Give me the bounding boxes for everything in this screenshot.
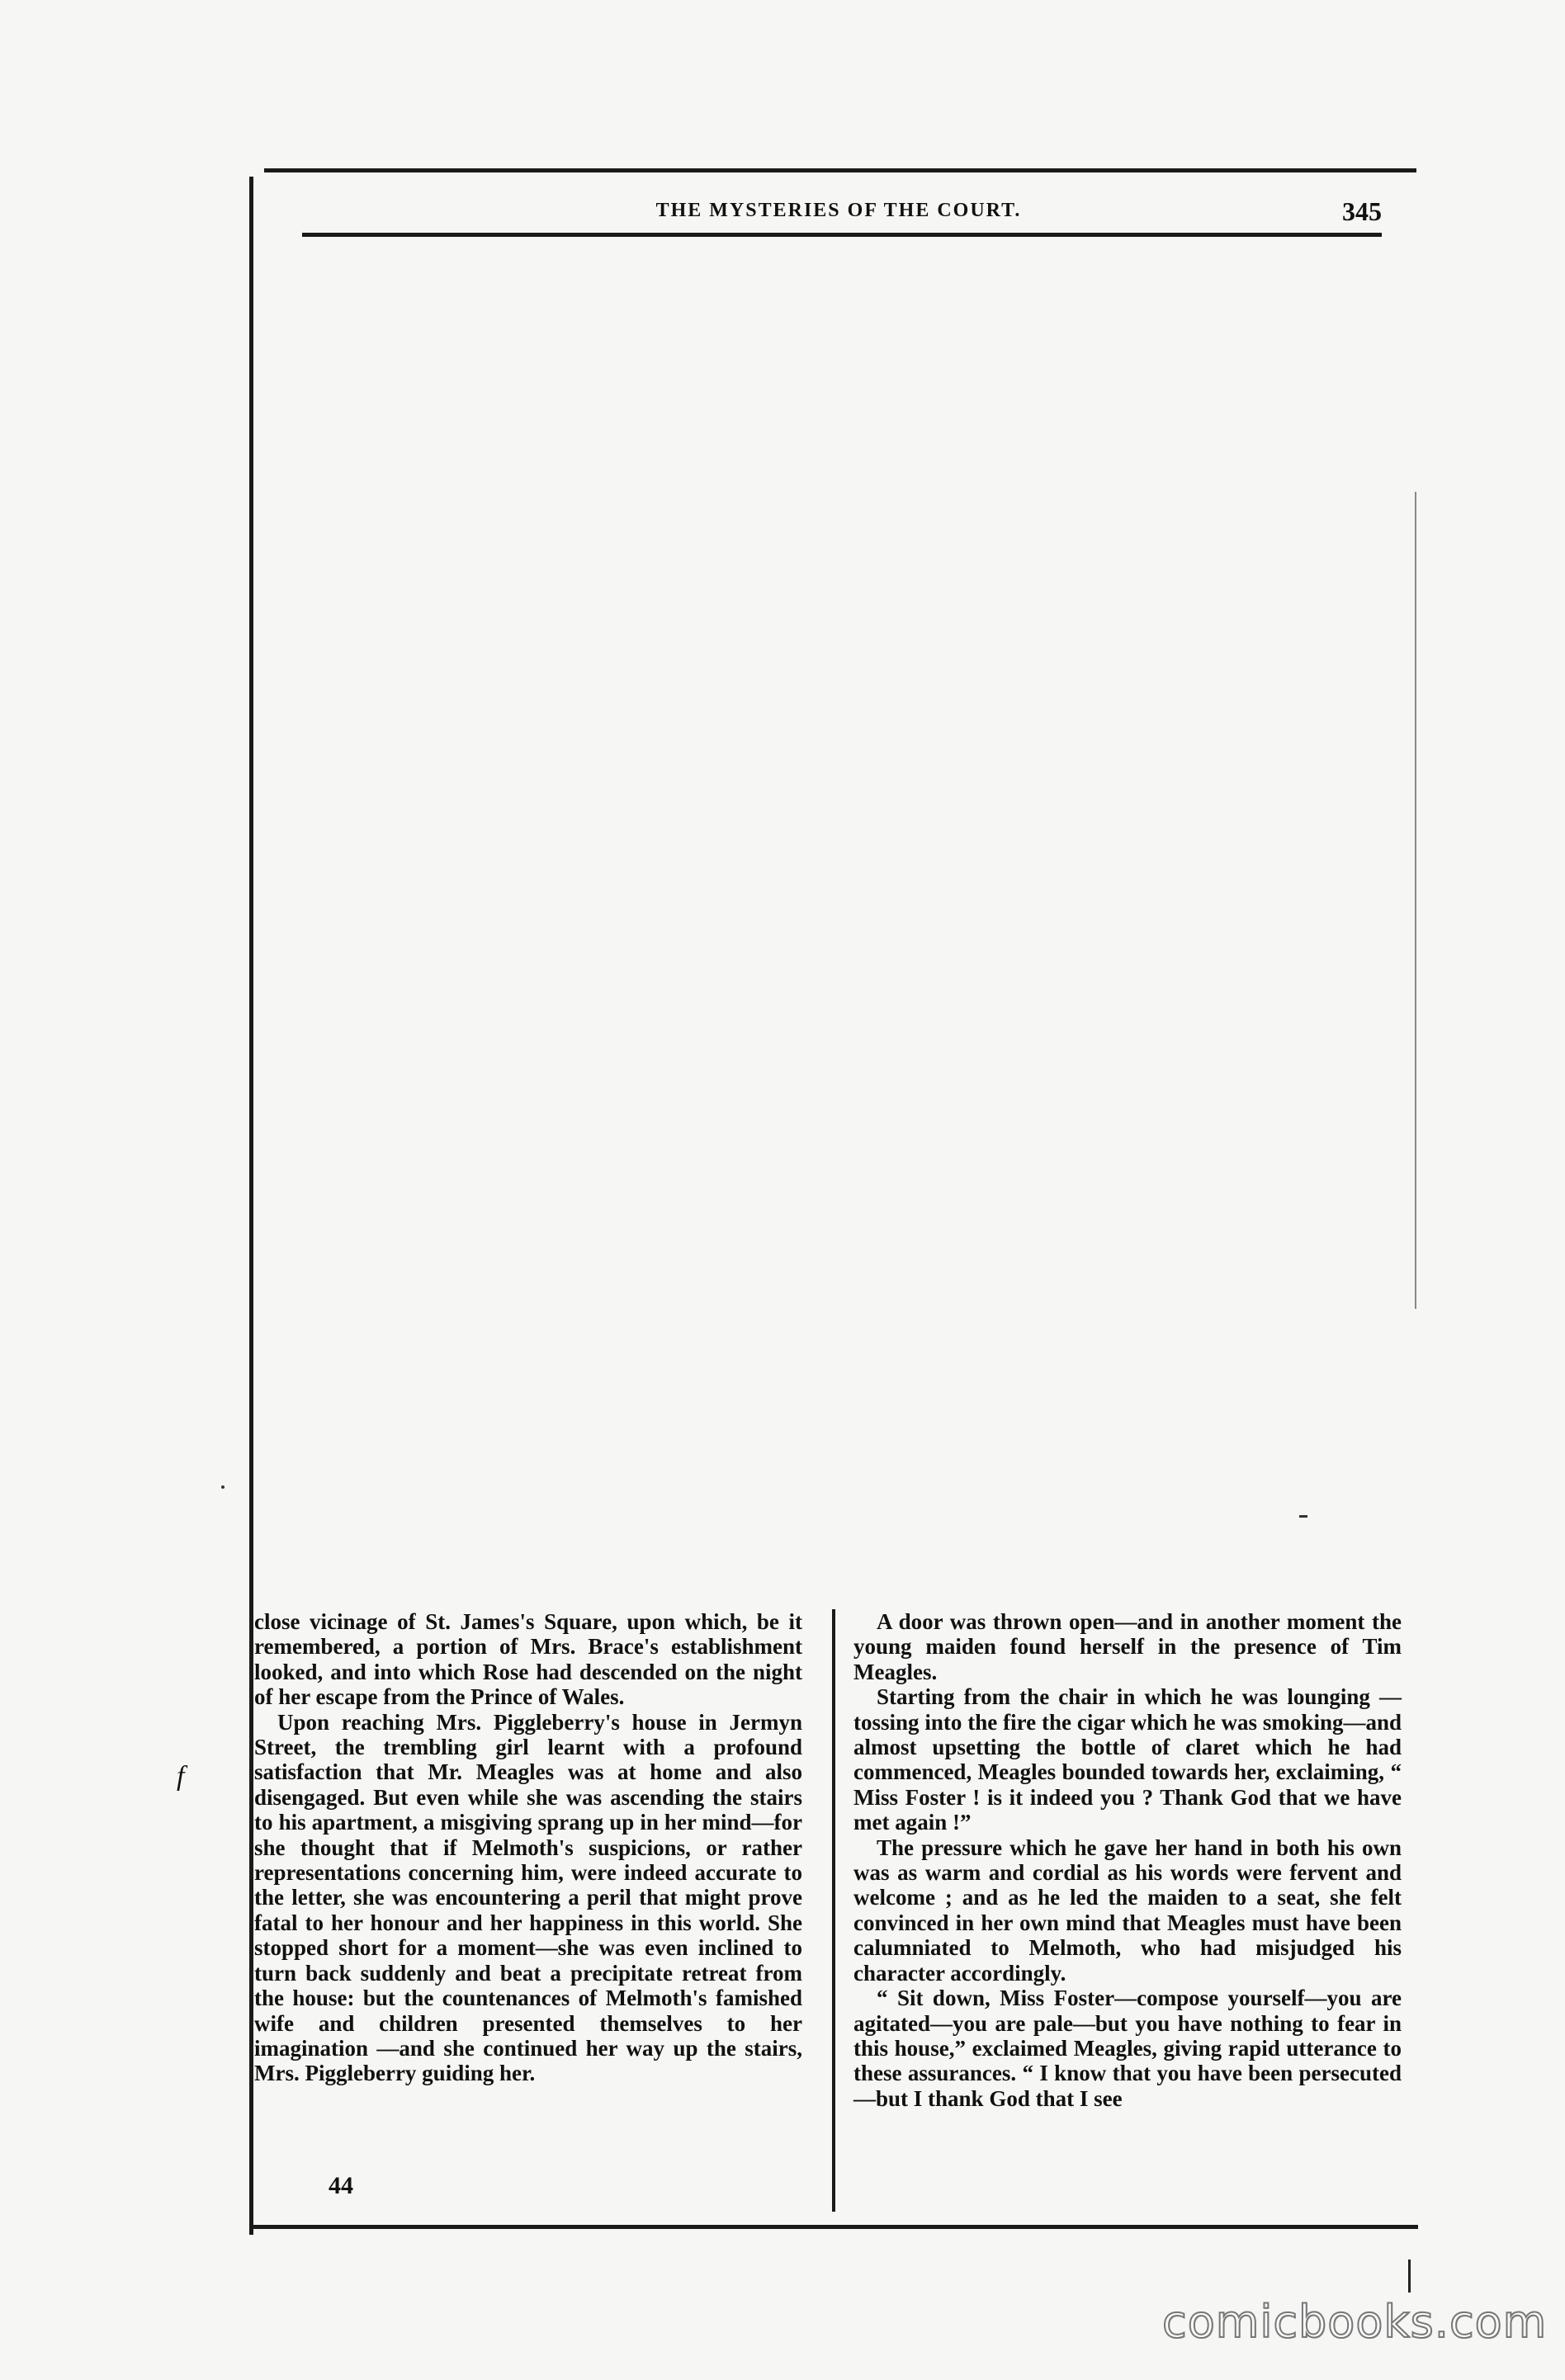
signature-mark: 44 [329,2172,353,2199]
running-title: THE MYSTERIES OF THE COURT. [655,200,1022,221]
frame-bottom-rule [251,2225,1418,2229]
column-divider [832,1609,835,2212]
right-paragraph-3: The pressure which he gave her hand in both his own was as warm and cordial as his words were fervent and welcome ; and as he led the maiden to a seat, she felt convinced in her own mind that Meagles must have been calumniated to Melmoth, who had misjudged his character accordingly. [853,1835,1402,1986]
frame-left-rule [249,177,253,2235]
stray-dot-mark [221,1485,225,1489]
frame-top-rule [264,168,1416,172]
page-number: 345 [1342,196,1382,226]
left-text-column [254,1609,802,2086]
header-rule [302,233,1382,237]
margin-stray-letter: f [177,1761,185,1792]
frame-right-faint-rule [1415,492,1416,1309]
right-paragraph-2: Starting from the chair in which he was lounging —tossing into the fire the cigar which he was smoking—and almost upsetting the bottle of claret which he had commenced, Meagles bounded towards her, exclaiming, “ Miss Foster ! is it indeed you ? Thank God that we have met again !” [853,1684,1402,1835]
stray-tick-mark [1408,2260,1411,2293]
right-text-column [853,1609,1402,2111]
right-paragraph-1: A door was thrown open—and in another moment the young maiden found herself in the presence of Tim Meagles. [853,1609,1402,1684]
right-paragraph-4: “ Sit down, Miss Foster—compose yourself—you are agitated—you are pale—but you have nothing to fear in this house,” exclaimed Meagles, giving rapid utterance to these assurances. “ I know that you have been persecuted—but I thank God that I see [853,1986,1402,2111]
left-paragraph-1: close vicinage of St. James's Square, upon which, be it remembered, a portion of Mrs. Brace's establishment looked, and into which Rose had descended on the night of her escape from the Prince of Wales. [254,1609,802,1710]
left-paragraph-2: Upon reaching Mrs. Piggleberry's house in Jermyn Street, the trembling girl learnt with a profound satisfaction that Mr. Meagles was at home and also disengaged. But even while she was ascending the stairs to his apartment, a misgiving sprang up in her mind—for she thought that if Melmoth's suspicions, or rather representations concerning him, were indeed accurate to the letter, she was encountering a peril that might prove fatal to her honour and her happiness in this world. She stopped short for a moment—she was even inclined to turn back suddenly and beat a precipitate retreat from the house: but the countenances of Melmoth's famished wife and children presented themselves to her imagination —and she continued her way up the stairs, Mrs. Piggleberry guiding her. [254,1709,802,2086]
stray-dash-mark [1299,1515,1307,1518]
running-head [302,196,1382,229]
site-watermark: comicbooks.com [1162,2296,1548,2348]
